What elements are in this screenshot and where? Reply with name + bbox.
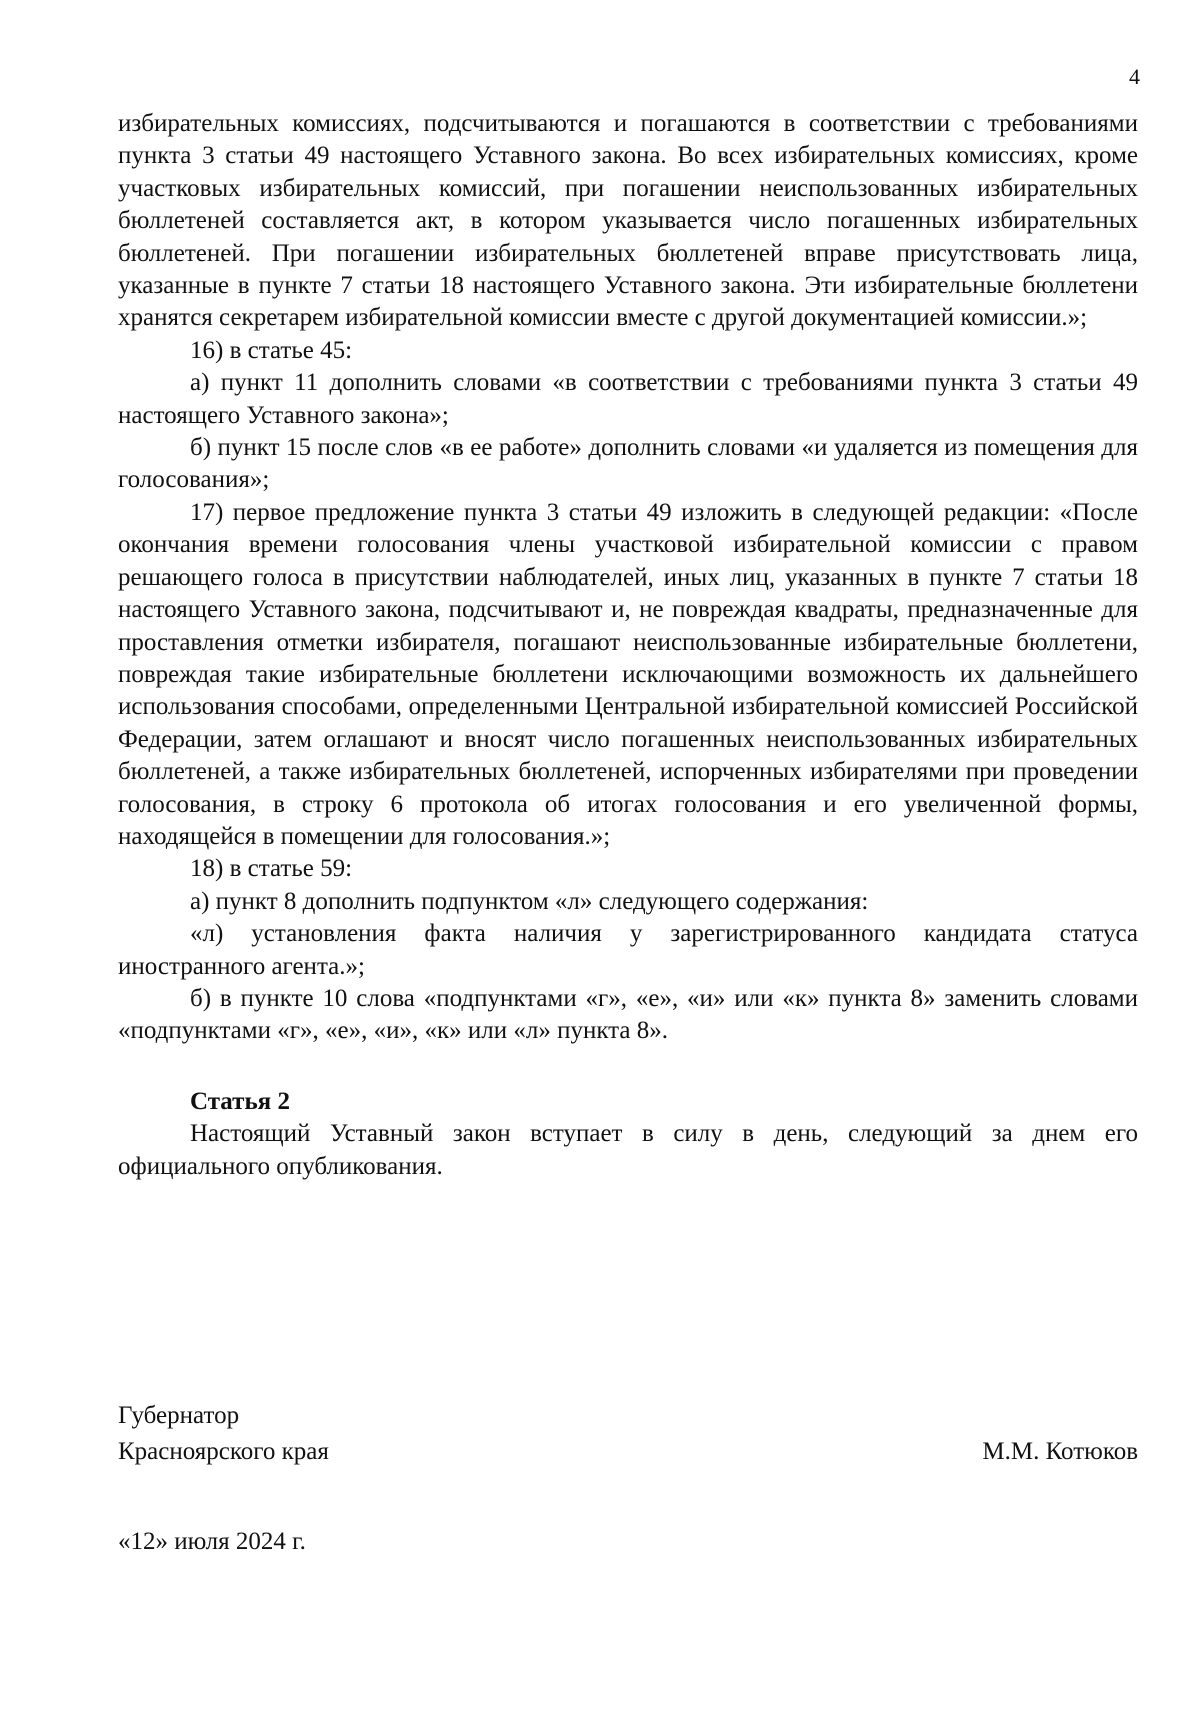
paragraph-item-18: 18) в статье 59: <box>190 855 353 883</box>
paragraph-item-18a-l: «л) установления факта наличия у зарегистрированного кандидата статуса иностранного агента.»; <box>118 920 1138 980</box>
paragraph-continuation: избирательных комиссиях, подсчитываются и погашаются в соответствии с требованиями пункта 3 статьи 49 настоящего Уставного закона. Во всех избирательных комиссиях, кроме участковых избирательных комиссий, при погашении неиспользованных избирательных бюллетеней составляется акт, в котором указывается число погашенных избирательных бюллетеней. При погашении избирательных бюллетеней вправе присутствовать лица, указанные в пункте 7 статьи 18 настоящего Уставного закона. Эти избирательные бюллетени хранятся секретарем избирательной комиссии вместе с другой документацией комиссии.»; <box>118 110 1138 332</box>
paragraph-item-18b: б) в пункте 10 слова «подпунктами «г», «е», «и» или «к» пункта 8» заменить словами «подпунктами «г», «е», «и», «к» или «л» пункта 8». <box>118 984 1138 1045</box>
paragraph-item-16b: б) пункт 15 после слов «в ее работе» дополнить словами «и удаляется из помещения для голосования»; <box>118 434 1138 494</box>
signature-block <box>118 1398 1138 1470</box>
page-number: 4 <box>1129 64 1140 89</box>
paragraph-item-16: 16) в статье 45: <box>190 336 353 364</box>
signatory-name: М.М. Котюков <box>982 1438 1138 1465</box>
paragraph-item-17: 17) первое предложение пункта 3 статьи 49 изложить в следующей редакции: «После окончания времени голосования члены участковой избирательной комиссии с правом решающего голоса в присутствии наблюдателей, иных лиц, указанных в пункте 7 статьи 18 настоящего Уставного закона, подсчитывают и, не повреждая квадраты, предназначенные для проставления отметки избирателя, погашают неиспользованные избирательные бюллетени, повреждая такие избирательные бюллетени исключающими возможность их дальнейшего использования способами, определенными Центральной избирательной комиссией Российской Федерации, затем оглашают и вносят число погашенных неиспользованных избирательных бюллетеней, а также избирательных бюллетеней, испорченных избирателями при проведении голосования, в строку 6 протокола об итогах голосования и его увеличенной формы, находящейся в помещении для голосования.»; <box>118 498 1138 850</box>
paragraph-item-18a: а) пункт 8 дополнить подпунктом «л» следующего содержания: <box>190 887 869 915</box>
signatory-position-line1: Губернатор <box>118 1402 240 1429</box>
signatory-position-line2: Красноярского края <box>118 1438 329 1465</box>
document-date: «12» июля 2024 г. <box>118 1528 306 1555</box>
document-body <box>118 108 1138 1183</box>
article-2-title: Статья 2 <box>190 1087 290 1115</box>
paragraph-item-16a: а) пункт 11 дополнить словами «в соответствии с требованиями пункта 3 статьи 49 настоящего Уставного закона»; <box>118 369 1138 429</box>
article-2-text: Настоящий Уставный закон вступает в силу в день, следующий за днем его официального опубликования. <box>118 1120 1138 1180</box>
